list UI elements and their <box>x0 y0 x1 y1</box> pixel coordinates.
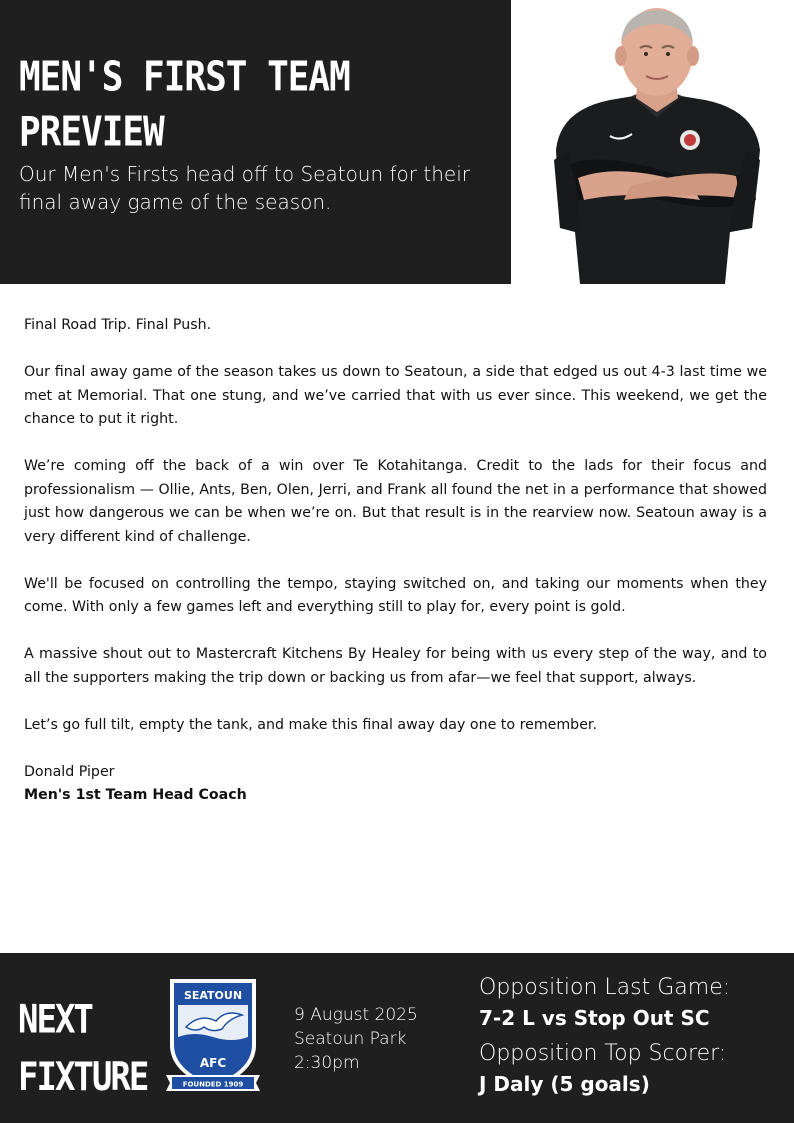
header-panel <box>0 0 511 284</box>
next-fixture-line-1: NEXT <box>18 996 92 1043</box>
paragraph: A massive shout out to Mastercraft Kitchens By Healey for being with us every step of the way, and to all the supporters making the trip down or backing us from afar—we feel that support, always. <box>24 646 767 686</box>
opposition-last-game-label: Opposition Last Game: <box>479 975 731 1000</box>
fixture-time: 2:30pm <box>294 1053 360 1073</box>
next-fixture-footer <box>0 953 794 1123</box>
crest-top-text: SEATOUN <box>183 989 243 1002</box>
seatoun-afc-crest <box>164 975 262 1101</box>
signature-role: Men's 1st Team Head Coach <box>24 787 247 803</box>
article-body <box>24 314 767 831</box>
coach-photo <box>520 0 794 284</box>
opposition-top-scorer-label: Opposition Top Scorer: <box>479 1041 727 1066</box>
page-subtitle: Our Men's Firsts head off to Seatoun for their final away game of the season. <box>19 162 470 214</box>
paragraph: Our final away game of the season takes us down to Seatoun, a side that edged us out 4-3 last time we met at Memorial. That one stung, and we’ve carried that with us ever since. This weekend, we get the chance to put it right. <box>24 364 767 427</box>
fixture-venue: Seatoun Park <box>294 1029 407 1049</box>
title-line-1: MEN'S FIRST TEAM <box>19 53 350 101</box>
opposition-info <box>479 973 779 1105</box>
page-title <box>19 50 499 160</box>
crest-ribbon-text: FOUNDED 1909 <box>182 1080 244 1089</box>
opposition-top-scorer-value: J Daly (5 goals) <box>479 1072 650 1096</box>
paragraph: Let’s go full tilt, empty the tank, and make this final away day one to remember. <box>24 716 597 733</box>
fixture-date: 9 August 2025 <box>294 1005 418 1025</box>
next-fixture-line-2: FIXTURE <box>18 1054 148 1101</box>
paragraph: We'll be focused on controlling the tempo, staying switched on, and taking our moments when they come. With only a few games left and everything still to play for, every point is gold. <box>24 575 767 615</box>
opposition-last-game-value: 7-2 L vs Stop Out SC <box>479 1006 710 1030</box>
signature-name: Donald Piper <box>24 763 115 780</box>
crest-bottom-text: AFC <box>199 1056 227 1070</box>
fixture-details <box>294 1003 418 1075</box>
paragraph-intro: Final Road Trip. Final Push. <box>24 317 212 333</box>
title-line-2: PREVIEW <box>19 108 164 156</box>
header <box>0 0 794 284</box>
next-fixture-heading <box>18 991 147 1106</box>
paragraph: We’re coming off the back of a win over Te Kotahitanga. Credit to the lads for their focus and professionalism — Ollie, Ants, Ben, Olen, Jerri, and Frank all found the net in a performance that showed just how dangerous we can be when we’re on. But that result is in the rearview now. Seatoun away is a very different kind of challenge. <box>24 458 767 545</box>
